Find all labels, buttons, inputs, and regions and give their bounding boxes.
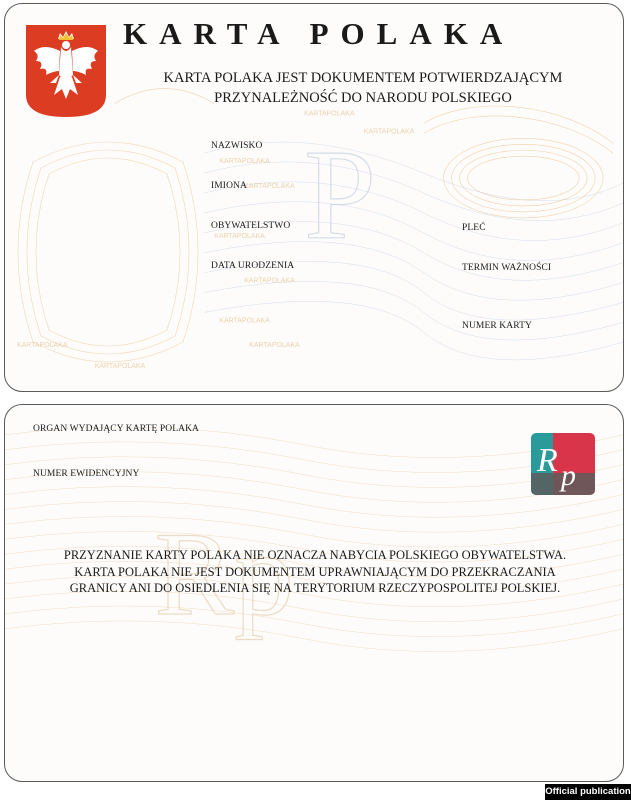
svg-text:KARTAPOLAKA: KARTAPOLAKA	[219, 158, 270, 166]
svg-text:KARTAPOLAKA: KARTAPOLAKA	[249, 342, 300, 350]
svg-text:KARTAPOLAKA: KARTAPOLAKA	[94, 363, 146, 371]
svg-text:p: p	[561, 459, 576, 492]
field-label-registry-number: NUMER EWIDENCYJNY	[33, 469, 140, 479]
field-label-surname: NAZWISKO	[211, 141, 263, 151]
subtitle-line-1: KARTA POLAKA JEST DOKUMENTEM POTWIERDZAJĄCYM	[163, 70, 563, 86]
notice-line-2: KARTA POLAKA NIE JEST DOKUMENTEM UPRAWNIAJĄCYM DO PRZEKRACZANIA	[74, 565, 556, 579]
svg-text:KARTAPOLAKA: KARTAPOLAKA	[363, 128, 415, 136]
field-label-card-number: NUMER KARTY	[462, 321, 532, 331]
field-label-expiry-date: TERMIN WAŻNOŚCI	[462, 263, 552, 273]
field-label-citizenship: OBYWATELSTWO	[211, 221, 291, 231]
svg-text:KARTAPOLAKA: KARTAPOLAKA	[214, 232, 265, 240]
rp-monogram-logo	[531, 433, 595, 495]
notice-line-3: GRANICY ANI DO OSIEDLENIA SIĘ NA TERYTORIUM RZECZYPOSPOLITEJ POLSKIEJ.	[69, 581, 561, 595]
official-publication-badge: Official publication	[545, 784, 631, 800]
svg-text:Rp: Rp	[154, 507, 295, 640]
card-subtitle	[123, 68, 603, 108]
back-notice	[35, 547, 595, 596]
card-title: KARTA POLAKA	[123, 16, 515, 51]
notice-line-1: PRZYZNANIE KARTY POLAKA NIE OZNACZA NABYCIA POLSKIEGO OBYWATELSTWA.	[63, 548, 567, 562]
svg-text:KARTAPOLAKA: KARTAPOLAKA	[244, 183, 295, 191]
card-front	[4, 3, 624, 392]
svg-text:KARTAPOLAKA: KARTAPOLAKA	[16, 342, 68, 350]
field-label-date-of-birth: DATA URODZENIA	[211, 261, 295, 271]
field-label-issuing-authority: ORGAN WYDAJĄCY KARTĘ POLAKA	[33, 424, 200, 434]
svg-text:P: P	[304, 123, 377, 267]
subtitle-line-2: PRZYNALEŻNOŚĆ DO NARODU POLSKIEGO	[214, 90, 512, 106]
photo-area-guilloche	[13, 122, 203, 382]
field-label-given-names: IMIONA	[211, 181, 247, 191]
svg-text:KARTAPOLAKA: KARTAPOLAKA	[304, 110, 355, 118]
card-back	[4, 404, 624, 782]
svg-text:KARTAPOLAKA: KARTAPOLAKA	[244, 277, 295, 285]
field-label-sex: PLEĆ	[462, 223, 486, 233]
svg-text:KARTAPOLAKA: KARTAPOLAKA	[219, 317, 270, 325]
svg-text:R: R	[537, 442, 558, 479]
polish-coat-of-arms-icon	[26, 25, 106, 117]
